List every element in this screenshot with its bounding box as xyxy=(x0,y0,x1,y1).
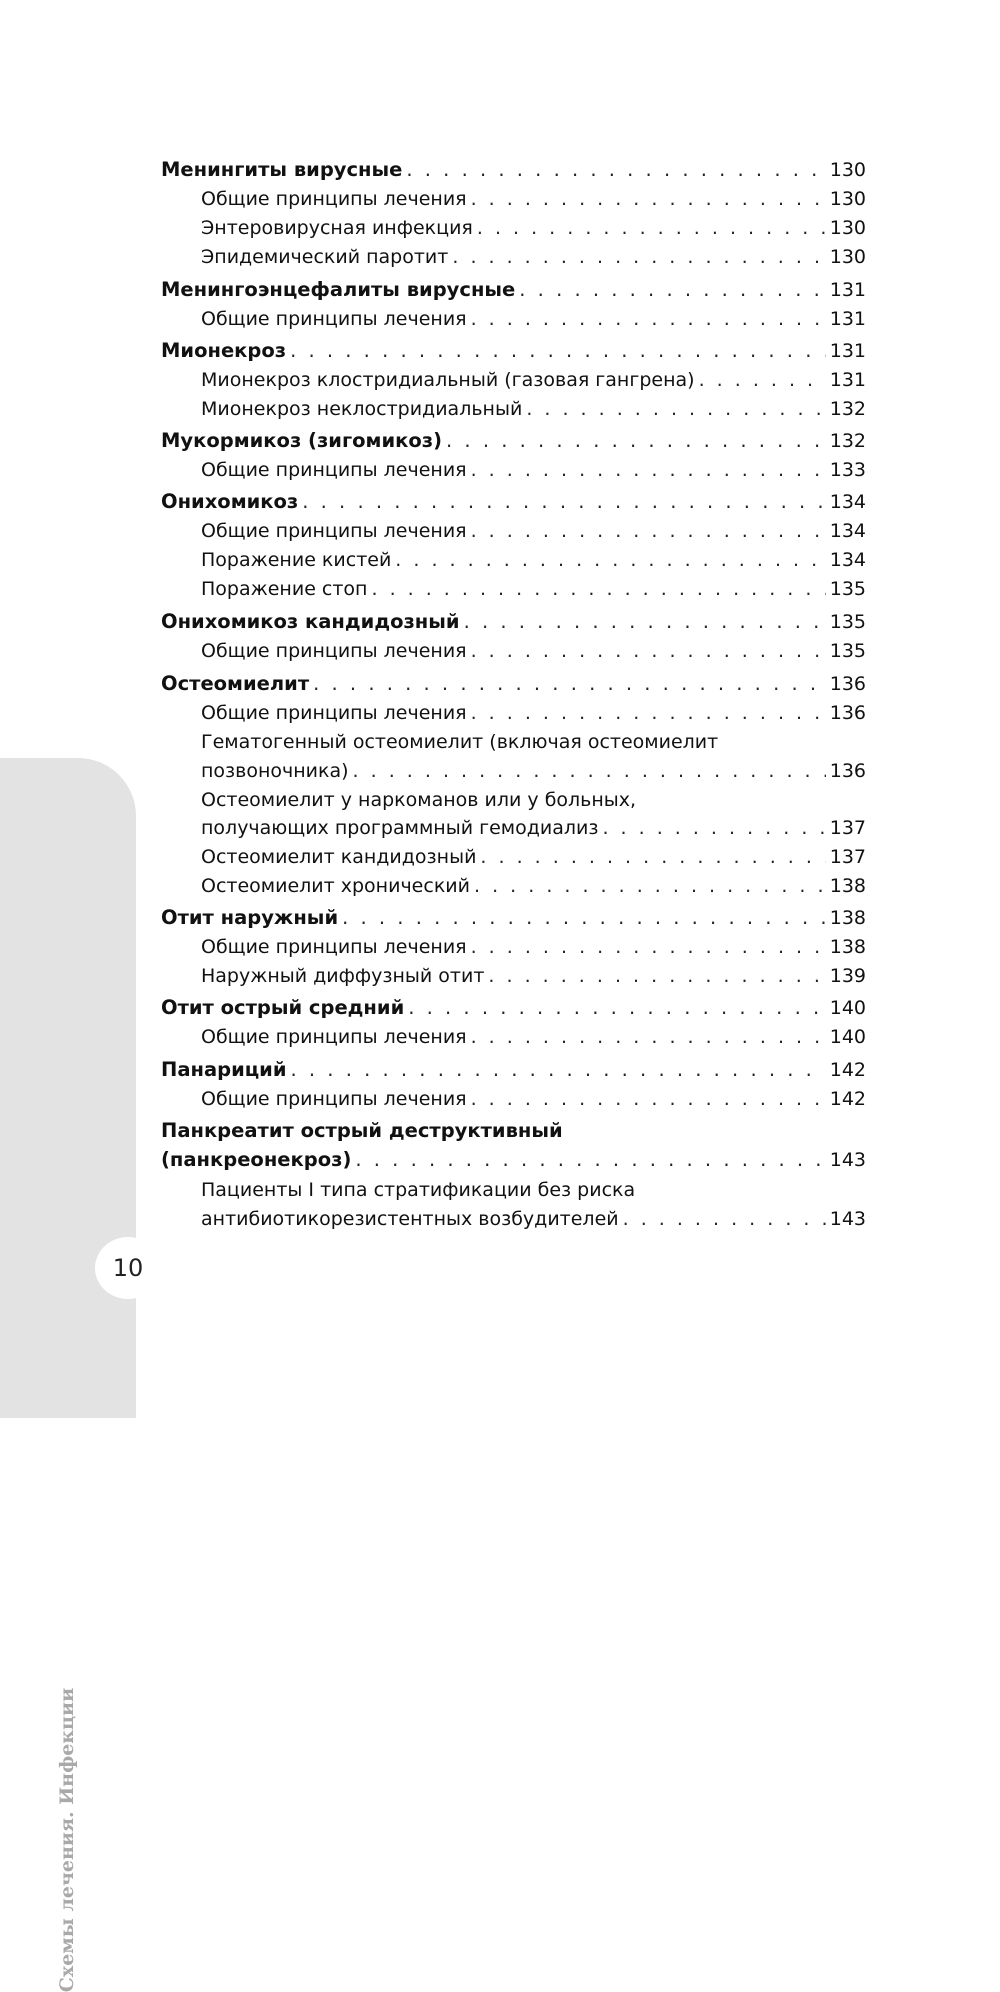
toc-entry-title: Менингоэнцефалиты вирусные xyxy=(161,278,516,301)
dot-leader xyxy=(353,756,826,786)
dot-leader xyxy=(699,365,826,395)
toc-entry-sub[interactable] xyxy=(161,242,866,272)
toc-entry-title: Онихомикоз xyxy=(161,490,299,513)
dot-leader xyxy=(471,304,826,334)
dot-leader xyxy=(471,455,826,485)
toc-entry-sub[interactable] xyxy=(161,1084,866,1114)
toc-entry-page: 142 xyxy=(829,1088,866,1110)
dot-leader xyxy=(519,275,825,305)
toc-entry-title: Менингиты вирусные xyxy=(161,158,403,181)
toc-entry-page: 140 xyxy=(829,1026,866,1048)
toc-entry-page: 142 xyxy=(829,1059,866,1081)
toc-entry-page: 130 xyxy=(829,188,866,210)
toc-entry-page: 138 xyxy=(829,936,866,958)
toc-entry-main[interactable] xyxy=(161,1145,866,1175)
toc-entry-page: 131 xyxy=(829,340,866,362)
toc-entry-sub[interactable] xyxy=(161,304,866,334)
toc-entry-title: Гематогенный остеомиелит (включая остеомиелит xyxy=(201,731,719,753)
toc-entry-sub[interactable] xyxy=(161,756,866,786)
toc-entry-sub[interactable] xyxy=(161,184,866,214)
dot-leader xyxy=(452,242,825,272)
toc-entry-page: 130 xyxy=(829,159,866,181)
toc-entry-sub[interactable] xyxy=(161,545,866,575)
toc-entry-main[interactable] xyxy=(161,607,866,637)
toc-entry-title: позвоночника) xyxy=(201,760,349,782)
toc-entry-page: 137 xyxy=(829,817,866,839)
toc-entry-sub[interactable] xyxy=(161,455,866,485)
dot-leader xyxy=(477,213,826,243)
dot-leader xyxy=(406,155,825,185)
toc-entry-title: Поражение стоп xyxy=(201,578,368,600)
toc-entry-sub[interactable] xyxy=(161,842,866,872)
toc-entry-title: Мукормикоз (зигомикоз) xyxy=(161,429,443,452)
toc-entry-title: Наружный диффузный отит xyxy=(201,965,485,987)
toc-entry-main[interactable] xyxy=(161,993,866,1023)
toc-entry-sub[interactable] xyxy=(161,394,866,424)
toc-entry-page: 132 xyxy=(829,430,866,452)
dot-leader xyxy=(480,842,825,872)
toc-entry-page: 140 xyxy=(829,997,866,1019)
dot-leader xyxy=(471,698,826,728)
toc-entry-page: 130 xyxy=(829,217,866,239)
toc-entry-title: Панариций xyxy=(161,1058,287,1081)
toc-entry-title: получающих программный гемодиализ xyxy=(201,817,599,839)
dot-leader xyxy=(526,394,825,424)
dot-leader xyxy=(471,932,826,962)
dot-leader xyxy=(302,487,825,517)
toc-entry-page: 135 xyxy=(829,640,866,662)
dot-leader xyxy=(488,961,825,991)
toc-entry-page: 135 xyxy=(829,578,866,600)
toc-entry-sub[interactable] xyxy=(161,1175,866,1205)
toc-entry-page: 131 xyxy=(829,308,866,330)
dot-leader xyxy=(355,1145,825,1175)
toc-entry-title: Остеомиелит хронический xyxy=(201,875,470,897)
toc-entry-page: 130 xyxy=(829,246,866,268)
toc-entry-title: Панкреатит острый деструктивный xyxy=(161,1119,563,1142)
toc-entry-main[interactable] xyxy=(161,155,866,185)
toc-entry-main[interactable] xyxy=(161,275,866,305)
toc-entry-title: Общие принципы лечения xyxy=(201,1088,467,1110)
toc-entry-main[interactable] xyxy=(161,426,866,456)
toc-entry-page: 132 xyxy=(829,398,866,420)
toc-entry-page: 143 xyxy=(829,1208,866,1230)
toc-entry-page: 134 xyxy=(829,491,866,513)
dot-leader xyxy=(471,184,826,214)
toc-entry-title: Поражение кистей xyxy=(201,549,392,571)
section-title-vertical: Схемы лечения. Инфекции xyxy=(56,1687,78,1992)
dot-leader xyxy=(291,1055,826,1085)
toc-entry-sub[interactable] xyxy=(161,871,866,901)
dot-leader xyxy=(446,426,826,456)
toc-entry-title: Онихомикоз кандидозный xyxy=(161,610,460,633)
toc-entry-title: Общие принципы лечения xyxy=(201,459,467,481)
toc-entry-page: 138 xyxy=(829,907,866,929)
toc-entry-title: Общие принципы лечения xyxy=(201,702,467,724)
page-number: 10 xyxy=(95,1237,161,1299)
toc-entry-page: 131 xyxy=(829,369,866,391)
dot-leader xyxy=(371,574,825,604)
toc-entry-page: 143 xyxy=(829,1149,866,1171)
dot-leader xyxy=(471,636,826,666)
toc-entry-sub[interactable] xyxy=(161,932,866,962)
toc-entry-page: 133 xyxy=(829,459,866,481)
toc-entry-main[interactable] xyxy=(161,487,866,517)
toc-entry-title: Отит острый средний xyxy=(161,996,405,1019)
dot-leader xyxy=(342,903,826,933)
toc-entry-title: Общие принципы лечения xyxy=(201,188,467,210)
dot-leader xyxy=(464,607,826,637)
toc-entry-page: 134 xyxy=(829,520,866,542)
toc-entry-title: Мионекроз неклостридиальный xyxy=(201,398,523,420)
toc-entry-page: 131 xyxy=(829,279,866,301)
toc-entry-main[interactable] xyxy=(161,1055,866,1085)
toc-entry-title: Остеомиелит кандидозный xyxy=(201,846,477,868)
toc-entry-title: Остеомиелит у наркоманов или у больных, xyxy=(201,789,637,811)
toc-entry-sub[interactable] xyxy=(161,516,866,546)
toc-entry-title: (панкреонекроз) xyxy=(161,1148,352,1171)
toc-entry-title: Эпидемический паротит xyxy=(201,246,449,268)
toc-entry-title: Мионекроз xyxy=(161,339,287,362)
toc-entry-page: 138 xyxy=(829,875,866,897)
toc-entry-sub[interactable] xyxy=(161,1204,866,1234)
toc-entry-title: Общие принципы лечения xyxy=(201,1026,467,1048)
toc-entry-title: Общие принципы лечения xyxy=(201,936,467,958)
toc-entry-title: Остеомиелит xyxy=(161,672,310,695)
side-tab xyxy=(0,758,136,1992)
toc-entry-title: Энтеровирусная инфекция xyxy=(201,217,473,239)
toc-entry-title: Общие принципы лечения xyxy=(201,308,467,330)
toc-entry-page: 134 xyxy=(829,549,866,571)
toc-entry-page: 136 xyxy=(829,673,866,695)
toc-entry-sub[interactable] xyxy=(161,698,866,728)
toc-entry-page: 135 xyxy=(829,611,866,633)
toc-entry-main[interactable] xyxy=(161,903,866,933)
dot-leader xyxy=(623,1204,826,1234)
toc-entry-title: Общие принципы лечения xyxy=(201,520,467,542)
dot-leader xyxy=(471,516,826,546)
toc-entry-sub[interactable] xyxy=(161,1022,866,1052)
toc-entry-title: Пациенты I типа стратификации без риска xyxy=(201,1179,636,1201)
toc-entry-sub[interactable] xyxy=(161,574,866,604)
toc-entry-page: 136 xyxy=(829,702,866,724)
dot-leader xyxy=(395,545,825,575)
toc-entry-sub[interactable] xyxy=(161,365,866,395)
toc-entry-sub[interactable] xyxy=(161,785,866,815)
toc-entry-main[interactable] xyxy=(161,336,866,366)
toc-entry-main[interactable] xyxy=(161,669,866,699)
toc-entry-title: Отит наружный xyxy=(161,906,339,929)
toc-entry-sub[interactable] xyxy=(161,727,866,757)
toc-entry-page: 137 xyxy=(829,846,866,868)
toc-entry-page: 136 xyxy=(829,760,866,782)
toc-entry-sub[interactable] xyxy=(161,213,866,243)
toc-entry-title: антибиотикорезистентных возбудителей xyxy=(201,1208,619,1230)
dot-leader xyxy=(471,1022,826,1052)
toc-entry-page: 139 xyxy=(829,965,866,987)
dot-leader xyxy=(602,813,825,843)
dot-leader xyxy=(313,669,826,699)
toc-entry-sub[interactable] xyxy=(161,813,866,843)
dot-leader xyxy=(474,871,826,901)
dot-leader xyxy=(471,1084,826,1114)
dot-leader xyxy=(290,336,826,366)
toc-entry-title: Мионекроз клостридиальный (газовая гангрена) xyxy=(201,369,695,391)
toc-entry-main[interactable] xyxy=(161,1116,866,1146)
toc-entry-sub[interactable] xyxy=(161,636,866,666)
toc-entry-sub[interactable] xyxy=(161,961,866,991)
toc-entry-title: Общие принципы лечения xyxy=(201,640,467,662)
dot-leader xyxy=(408,993,826,1023)
